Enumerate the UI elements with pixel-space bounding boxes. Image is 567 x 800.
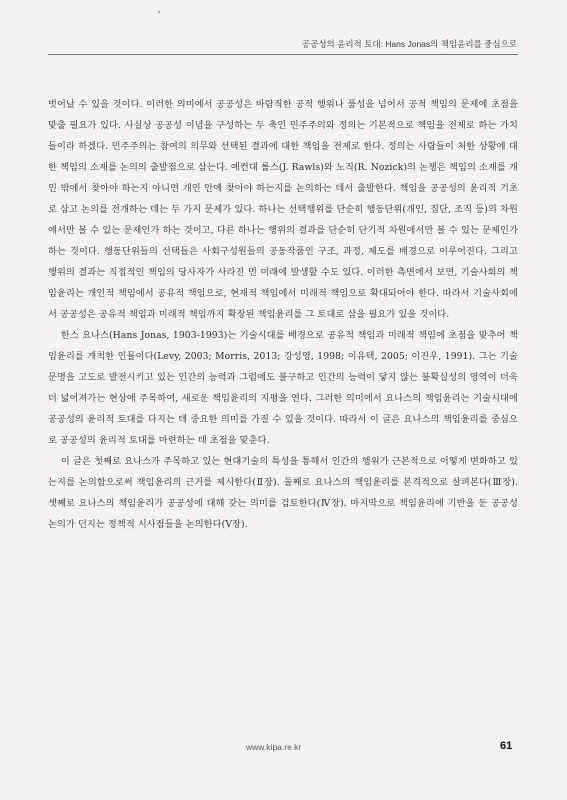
paragraph-2: 한스 요나스(Hans Jonas, 1903-1993)는 기술시대를 배경으로 공유적 책임과 미래적 책임에 초점을 맞추어 책임윤리를 개척한 인물이다(Levy, 2003; Morris, 2013; 강성영, 1998; 이유택, 2005; 이진우, 1991). 그는 기술문명을 고도로 발전시키고 있는 인간의 능력과 그럼에도 불구하고 인간의 능력이 닿지 않는 불확실성의 영역이 더욱더 넓어져가는 현상에 주목하여, 새로운 책임윤리의 지평을 연다. 그러한 의미에서 요나스의 책임윤리는 기술시대에 공공성의 윤리적 토대를 다지는 데 중요한 의미를 가질 수 있을 것이다. 따라서 이 글은 요나스의 책임윤리를 중심으로 공공성의 윤리적 토대를 마련하는 데 초점을 맞춘다. <box>48 330 518 446</box>
body-text <box>48 94 518 535</box>
paragraph-1: 벗어날 수 있을 것이다. 이러한 의미에서 공공성은 바람직한 공적 행위나 품성을 넘어서 공적 책임의 문제에 초점을 맞출 필요가 있다. 사실상 공공성 이념을 구성하는 두 축인 민주주의와 정의는 기본적으로 책임을 전제로 하는 가치들이라 하겠다. 민주주의는 참여의 의무와 선택된 결과에 대한 책임을 전제로 한다. 정의는 사람들이 처한 상황에 대한 책임의 소재를 논의의 출발점으로 삼는다. 예컨대 롤스(J. Rawls)와 노직(R. Nozick)의 논쟁은 책임의 소재를 개인 밖에서 찾아야 하는지 아니면 개인 안에 찾아야 하는지를 논의하는 데서 출발한다. 책임을 공공성의 윤리적 기초로 삼고 논의를 전개하는 데는 두 가지 문제가 있다. 하나는 선택행위를 단순히 행동단위(개인, 집단, 조직 등)의 차원에서만 볼 수 있는 문제인가 하는 것이고, 다른 하나는 행위의 결과를 단순히 단기적 차원에서만 볼 수 있는 문제인가 하는 것이다. 행동단위들의 선택들은 사회구성원들의 공동작품인 구조, 과정, 제도를 배경으로 이루어진다. 그리고 행위의 결과는 직접적인 책임의 당사자가 사라진 먼 미래에 발생할 수도 있다. 이러한 측면에서 보면, 기술사회의 책임윤리는 개인적 책임에서 공유적 책임으로, 현재적 책임에서 미래적 책임으로 확대되어야 한다. 따라서 기술사회에서 공공성은 공유적 책임과 미래적 책임까지 확장된 책임윤리를 그 토대로 삼을 필요가 있을 것이다. <box>48 99 518 320</box>
paragraph-3: 이 글은 첫째로 요나스가 주목하고 있는 현대기술의 특성을 통해서 인간의 행위가 근본적으로 어떻게 변화하고 있는지를 논의함으로써 책임윤리의 근거를 제시한다(Ⅱ장). 둘째로 요나스의 책임윤리를 본격적으로 살펴본다(Ⅲ장). 셋째로 요나스의 책임윤리가 공공성에 대해 갖는 의미를 검토한다(Ⅳ장). 마지막으로 책임윤리에 기반을 둔 공공성 논의가 던지는 정책적 시사점들을 논의한다(Ⅴ장). <box>48 456 518 530</box>
footer-url: www.kipa.re.kr <box>246 742 302 752</box>
page-number: 61 <box>500 740 513 752</box>
header-divider <box>48 54 518 55</box>
scan-dot <box>158 11 160 13</box>
running-header: 공공성의 윤리적 토대: Hans Jonas의 책임윤리를 중심으로 <box>301 39 517 49</box>
